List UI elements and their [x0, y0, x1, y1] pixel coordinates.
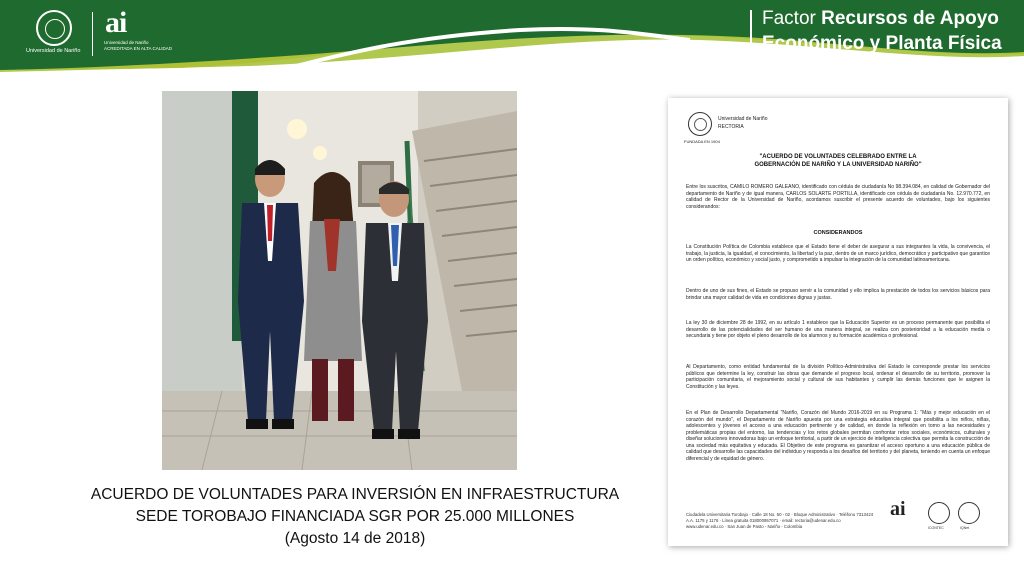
cert-label-2: IQNet: [960, 526, 970, 530]
caption-line-3: (Agosto 14 de 2018): [284, 530, 426, 547]
document-founded: FUNDADA EN 1904: [684, 139, 720, 144]
factor-prefix: Factor: [762, 8, 816, 29]
factor-title-line-2: Económico y Planta Física: [762, 33, 1002, 54]
document-paragraph-3: La ley 30 de diciembre 28 de 1992, en su artículo 1 establece que la Educación Superior es un proceso permanente que posibilita el desarrollo de las potencialidades del ser humano de una manera integral, se realiza con posterioridad a la educación media o secundaria y tiene por objeto el pleno desarrollo de los alumnos y su formación académica o profesional.: [686, 320, 990, 339]
document-seal-icon: [688, 112, 712, 136]
document-paragraph-1: La Constitución Política de Colombia establece que el Estado tiene el deber de asegurar a sus integrantes la vida, la convivencia, el trabajo, la justicia, la igualdad, el conocimiento, la libertad y la paz, dentro de un marco jurídico, democrático y participativo que garantice un orden político, económico y social justo, y comprometido a impulsar la integración de la comunidad latinoamericana.: [686, 244, 990, 263]
university-seal-icon: [36, 10, 72, 46]
caption-line-2: SEDE TOROBAJO FINANCIADA SGR POR 25.000 MILLONES: [135, 508, 575, 525]
logo-divider: [92, 12, 93, 56]
factor-title-1: Recursos de Apoyo: [821, 8, 999, 29]
document-footer-line-1: Ciudadela Universitaria Torobajo - Calle 18 No. 50 - 02 · Bloque Administrativo · Teléfono 7313424: [686, 512, 874, 517]
university-name: Universidad de Nariño: [26, 48, 81, 54]
document-intro: Entre los suscritos, CAMILO ROMERO GALEANO, identificado con cédula de ciudadanía No 98.394.084, en calidad de Gobernador del departamento de Nariño y de igual manera, CARLOS SOLARTE PORTILLA, identificado con cédula de ciudadanía No. 12.970.772, en calidad de Rector de la Universidad de Nariño, acordamos suscribir el presente acuerdo de voluntades, bajo los siguientes considerandos:: [686, 184, 990, 210]
document-paragraph-2: Dentro de uno de sus fines, el Estado se propuso servir a la comunidad y ello implica la prestación de todos los servicios básicos para brindar una mayor calidad de vida en condiciones dignas y justas.: [686, 288, 990, 301]
ai-logo-subtitle-2: ACREDITADA EN ALTA CALIDAD: [104, 46, 173, 51]
document-ai-logo: ai: [890, 498, 906, 520]
icontec-seal-icon: [928, 502, 950, 524]
factor-divider: [750, 10, 752, 58]
document-paragraph-5: En el Plan de Desarrollo Departamental "Nariño, Corazón del Mundo 2016-2019 en su Programa 1: "Más y mejor educación en el corazón del mundo", el Departamento de Nariño apuesta por una estrategia educativa integral que posibilita a los niños, niñas, adolescentes y jóvenes el acceso a una educación pertinente y de calidad, en donde la reflexión en torno a las necesidades y problemáticas propias del entorno, las tendencias y los retos globales permitan confrontar retos sociales, económicos, culturales y diseñar soluciones innovadoras bajo un enfoque territorial, a partir de un ejercicio de inteligencia colectiva que permita la construcción de una sociedad más equitativa y educada. El Objetivo de este programa es garantizar el acceso oportuno a una educación pública de calidad que desarrolle las capacidades del individuo y responda a los desafíos del territorio y del planeta, teniendo en cuenta un enfoque diferencial y de equidad de género.: [686, 410, 990, 462]
document-paragraph-4: Al Departamento, como entidad fundamental de la división Político-Administrativa del Estado le corresponde prestar los servicios públicos que determine la ley, construir las obras que demande el progreso local, ordenar el desarrollo de su territorio, promover la participación comunitaria, el mejoramiento social y cultural de sus habitantes y cumplir las demás funciones que le asignen la Constitución y las leyes.: [686, 364, 990, 390]
document-university: Universidad de Nariño: [718, 116, 768, 122]
ai-logo-subtitle: Universidad de Nariño: [104, 40, 149, 45]
header-banner: [0, 0, 1024, 80]
document-footer-line-3: www.udenar.edu.co · San Juan de Pasto - Nariño - Colombia: [686, 524, 803, 529]
agreement-document: [668, 98, 1008, 546]
document-footer-line-2: A.A. 1175 y 1176 · Línea gratuita 018000957071 · email: rectoria@udenar.edu.co: [686, 518, 841, 523]
factor-title-line-1: [762, 8, 999, 30]
caption-line-1: ACUERDO DE VOLUNTADES PARA INVERSIÓN EN INFRAESTRUCTURA: [90, 486, 620, 503]
event-photo: [162, 91, 517, 470]
document-title-line-1: "ACUERDO DE VOLUNTADES CELEBRADO ENTRE LA: [759, 154, 917, 160]
document-department: RECTORIA: [718, 124, 744, 130]
document-title-line-2: GOBERNACIÓN DE NARIÑO Y LA UNIVERSIDAD NARIÑO": [754, 162, 922, 168]
cert-label-1: ICONTEC: [928, 526, 944, 530]
photo-illustration: [162, 91, 517, 470]
ai-accreditation-logo: ai: [105, 6, 127, 39]
document-logos: [888, 498, 998, 534]
document-considerandos-heading: CONSIDERANDOS: [813, 230, 863, 236]
iqnet-seal-icon: [958, 502, 980, 524]
university-logo-block: [26, 6, 220, 62]
